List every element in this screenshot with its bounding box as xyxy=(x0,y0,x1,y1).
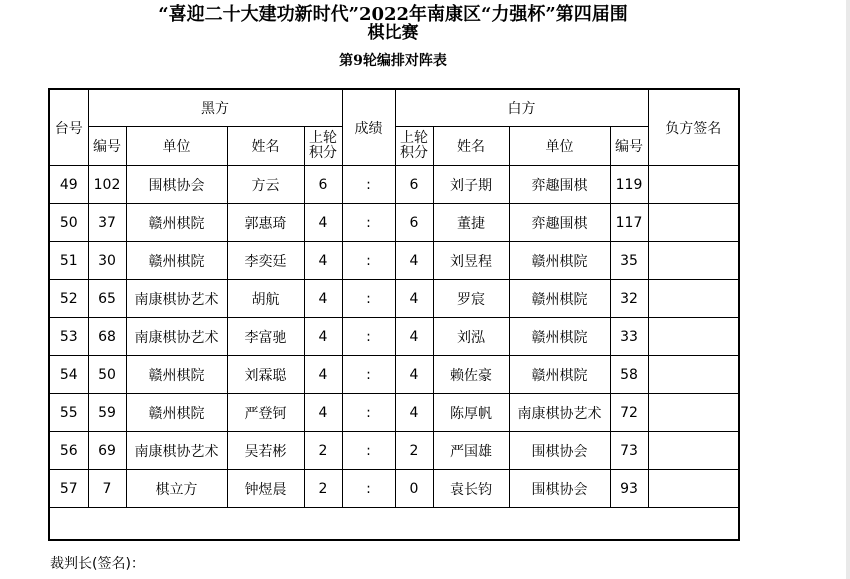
cell-b-unit: 赣州棋院 xyxy=(126,204,227,242)
header-white: 白方 xyxy=(395,89,648,127)
cell-b-score: 4 xyxy=(304,280,342,318)
cell-b-name: 李奕廷 xyxy=(227,242,304,280)
prev-score-bottom: 积分 xyxy=(400,145,428,161)
cell-w-name: 赖佐豪 xyxy=(433,356,509,394)
cell-loser-sign[interactable] xyxy=(648,318,739,356)
cell-b-no: 65 xyxy=(88,280,126,318)
prev-score-top: 上轮 xyxy=(400,130,428,146)
cell-b-score: 4 xyxy=(304,242,342,280)
table-row xyxy=(49,394,739,432)
cell-w-score: 4 xyxy=(395,280,433,318)
cell-b-score: 4 xyxy=(304,394,342,432)
cell-b-name: 吴若彬 xyxy=(227,432,304,470)
header-black: 黑方 xyxy=(88,89,342,127)
table-row xyxy=(49,470,739,508)
cell-loser-sign[interactable] xyxy=(648,242,739,280)
cell-loser-sign[interactable] xyxy=(648,432,739,470)
cell-b-name: 李富驰 xyxy=(227,318,304,356)
cell-w-no: 119 xyxy=(610,166,648,204)
cell-w-no: 73 xyxy=(610,432,648,470)
cell-b-name: 钟煜晨 xyxy=(227,470,304,508)
table-row xyxy=(49,242,739,280)
cell-b-score: 4 xyxy=(304,318,342,356)
cell-b-unit: 南康棋协艺术 xyxy=(126,280,227,318)
cell-b-score: 2 xyxy=(304,470,342,508)
cell-table: 56 xyxy=(49,432,88,470)
cell-w-score: 6 xyxy=(395,166,433,204)
table-row xyxy=(49,432,739,470)
table-row xyxy=(49,318,739,356)
cell-b-name: 郭惠琦 xyxy=(227,204,304,242)
cell-w-unit: 围棋协会 xyxy=(509,470,610,508)
cell-b-no: 68 xyxy=(88,318,126,356)
header-white-name: 姓名 xyxy=(433,127,509,166)
table-row xyxy=(49,356,739,394)
blank-cell xyxy=(49,508,739,541)
scrollbar[interactable] xyxy=(846,0,850,579)
document-title: “喜迎二十大建功新时代”2022年南康区“力强杯”第四届围 xyxy=(158,4,628,25)
cell-b-unit: 赣州棋院 xyxy=(126,242,227,280)
cell-w-no: 72 xyxy=(610,394,648,432)
cell-w-name: 董捷 xyxy=(433,204,509,242)
cell-b-name: 刘霖聪 xyxy=(227,356,304,394)
cell-w-score: 4 xyxy=(395,394,433,432)
header-black-name: 姓名 xyxy=(227,127,304,166)
header-loser-sign: 负方签名 xyxy=(648,89,739,166)
cell-table: 49 xyxy=(49,166,88,204)
header-white-unit: 单位 xyxy=(509,127,610,166)
cell-sep: : xyxy=(342,204,395,242)
cell-b-no: 102 xyxy=(88,166,126,204)
cell-w-name: 罗宸 xyxy=(433,280,509,318)
cell-table: 53 xyxy=(49,318,88,356)
cell-b-name: 方云 xyxy=(227,166,304,204)
cell-w-no: 32 xyxy=(610,280,648,318)
cell-sep: : xyxy=(342,394,395,432)
cell-b-no: 50 xyxy=(88,356,126,394)
cell-w-name: 刘子期 xyxy=(433,166,509,204)
prev-score-bottom: 积分 xyxy=(309,145,337,161)
cell-b-no: 59 xyxy=(88,394,126,432)
cell-b-score: 2 xyxy=(304,432,342,470)
cell-w-name: 刘昱程 xyxy=(433,242,509,280)
cell-w-unit: 赣州棋院 xyxy=(509,318,610,356)
cell-sep: : xyxy=(342,166,395,204)
cell-b-name: 胡航 xyxy=(227,280,304,318)
header-white-prev-score xyxy=(395,127,433,166)
header-result: 成绩 xyxy=(342,89,395,166)
cell-w-score: 4 xyxy=(395,356,433,394)
header-black-prev-score xyxy=(304,127,342,166)
cell-w-name: 严国雄 xyxy=(433,432,509,470)
chief-referee-signature-label: 裁判长(签名)： xyxy=(50,556,145,572)
cell-sep: : xyxy=(342,470,395,508)
cell-table: 57 xyxy=(49,470,88,508)
cell-table: 55 xyxy=(49,394,88,432)
header-black-number: 编号 xyxy=(88,127,126,166)
table-row xyxy=(49,204,739,242)
cell-table: 54 xyxy=(49,356,88,394)
cell-w-score: 2 xyxy=(395,432,433,470)
cell-b-unit: 围棋协会 xyxy=(126,166,227,204)
cell-w-name: 袁长钧 xyxy=(433,470,509,508)
cell-b-no: 37 xyxy=(88,204,126,242)
cell-table: 52 xyxy=(49,280,88,318)
blank-row xyxy=(49,508,739,541)
cell-loser-sign[interactable] xyxy=(648,470,739,508)
cell-table: 51 xyxy=(49,242,88,280)
cell-w-unit: 弈趣围棋 xyxy=(509,204,610,242)
cell-w-unit: 南康棋协艺术 xyxy=(509,394,610,432)
prev-score-top: 上轮 xyxy=(309,130,337,146)
cell-w-score: 4 xyxy=(395,242,433,280)
cell-loser-sign[interactable] xyxy=(648,356,739,394)
header-row-1 xyxy=(49,89,739,127)
pairing-table xyxy=(48,88,740,541)
cell-b-no: 30 xyxy=(88,242,126,280)
cell-b-unit: 南康棋协艺术 xyxy=(126,318,227,356)
cell-b-score: 4 xyxy=(304,356,342,394)
cell-b-unit: 棋立方 xyxy=(126,470,227,508)
cell-w-unit: 赣州棋院 xyxy=(509,356,610,394)
cell-b-unit: 赣州棋院 xyxy=(126,356,227,394)
cell-loser-sign[interactable] xyxy=(648,394,739,432)
cell-table: 50 xyxy=(49,204,88,242)
cell-b-no: 69 xyxy=(88,432,126,470)
cell-w-score: 4 xyxy=(395,318,433,356)
cell-w-unit: 赣州棋院 xyxy=(509,280,610,318)
cell-w-no: 58 xyxy=(610,356,648,394)
cell-w-name: 陈厚帆 xyxy=(433,394,509,432)
cell-w-score: 6 xyxy=(395,204,433,242)
cell-sep: : xyxy=(342,356,395,394)
cell-loser-sign[interactable] xyxy=(648,280,739,318)
cell-w-no: 93 xyxy=(610,470,648,508)
header-black-unit: 单位 xyxy=(126,127,227,166)
cell-loser-sign[interactable] xyxy=(648,166,739,204)
cell-b-score: 6 xyxy=(304,166,342,204)
cell-sep: : xyxy=(342,432,395,470)
cell-b-score: 4 xyxy=(304,204,342,242)
cell-sep: : xyxy=(342,242,395,280)
cell-w-unit: 赣州棋院 xyxy=(509,242,610,280)
document-title-continued: 棋比赛 xyxy=(367,23,419,43)
cell-w-score: 0 xyxy=(395,470,433,508)
header-white-number: 编号 xyxy=(610,127,648,166)
cell-loser-sign[interactable] xyxy=(648,204,739,242)
cell-b-name: 严登钶 xyxy=(227,394,304,432)
cell-sep: : xyxy=(342,318,395,356)
cell-b-no: 7 xyxy=(88,470,126,508)
cell-w-name: 刘泓 xyxy=(433,318,509,356)
cell-w-unit: 围棋协会 xyxy=(509,432,610,470)
table-row xyxy=(49,280,739,318)
table-row xyxy=(49,166,739,204)
cell-w-no: 117 xyxy=(610,204,648,242)
round-subtitle: 第9轮编排对阵表 xyxy=(339,53,447,69)
cell-b-unit: 赣州棋院 xyxy=(126,394,227,432)
cell-b-unit: 南康棋协艺术 xyxy=(126,432,227,470)
cell-w-no: 35 xyxy=(610,242,648,280)
cell-w-unit: 弈趣围棋 xyxy=(509,166,610,204)
header-table-no: 台号 xyxy=(49,89,88,166)
cell-sep: : xyxy=(342,280,395,318)
cell-w-no: 33 xyxy=(610,318,648,356)
